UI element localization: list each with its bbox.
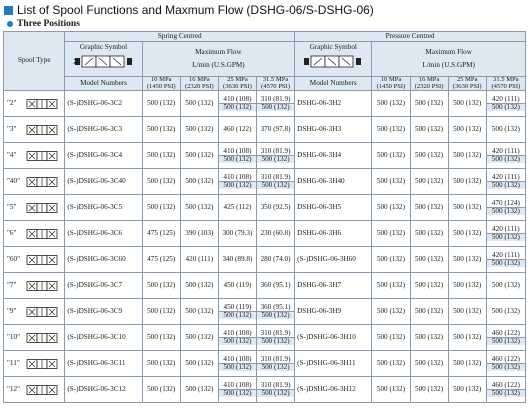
table-row — [4, 117, 526, 143]
pressure-valve-symbol-icon — [301, 53, 365, 71]
flow-value-low: 500 (132) — [219, 311, 256, 319]
model-number-cell: (S-)DSHG-06-3C4 — [65, 143, 142, 169]
spool-type — [7, 98, 64, 110]
flow-cell: 500 (132) — [180, 195, 218, 221]
spool-type — [7, 124, 64, 136]
model-number-cell: DSHG-06-3H5 — [295, 195, 372, 221]
flow-cell: 500 (132) — [448, 117, 486, 143]
flow-split — [219, 304, 256, 319]
flow-cell: 500 (132) — [142, 325, 180, 351]
flow-value-low: 500 (132) — [487, 155, 525, 163]
spool-type-cell — [4, 325, 65, 351]
flow-split — [487, 226, 525, 241]
flow-value-high: 310 (81.9) — [260, 354, 291, 363]
flow-cell — [218, 377, 256, 403]
flow-value-high: 460 (122) — [491, 328, 520, 337]
flow-cell: 370 (97.8) — [256, 117, 294, 143]
title-square-icon — [4, 6, 13, 15]
pressure-header: 16 MPa (2320 PSI) — [410, 77, 448, 91]
table-row — [4, 143, 526, 169]
spool-type-cell — [4, 247, 65, 273]
flow-value-low: 500 (132) — [219, 389, 256, 397]
flow-cell: 500 (132) — [142, 377, 180, 403]
flow-value-low: 500 (132) — [219, 363, 256, 371]
pressure-header: 10 MPa (1450 PSI) — [142, 77, 180, 91]
flow-cell: 500 (132) — [448, 91, 486, 117]
spool-type-cell — [4, 91, 65, 117]
flow-value-low: 500 (132) — [219, 181, 256, 189]
flow-split — [257, 174, 294, 189]
flow-value-high: 420 (111) — [492, 172, 520, 181]
flow-value-high: 310 (81.9) — [260, 328, 291, 337]
model-numbers-header-left: Model Numbers — [65, 77, 142, 91]
model-number-cell: (S-)DSHG-06-3H10 — [295, 325, 372, 351]
spool-type-cell — [4, 143, 65, 169]
max-flow-header-left: Maximum Flow L/min (U.S.GPM) — [142, 42, 294, 77]
flow-cell: 500 (132) — [142, 351, 180, 377]
flow-cell: 500 (132) — [486, 117, 525, 143]
flow-cell: 500 (132) — [180, 169, 218, 195]
flow-cell — [486, 195, 525, 221]
flow-value-high: 410 (108) — [223, 146, 252, 155]
flow-value-low: 500 (132) — [257, 181, 294, 189]
flow-split — [487, 200, 525, 215]
flow-value-high: 460 (122) — [491, 354, 520, 363]
table-row — [4, 91, 526, 117]
flow-value-high: 470 (124) — [491, 198, 520, 207]
model-number-cell: (S-)DSHG-06-3C40 — [65, 169, 142, 195]
flow-split — [487, 382, 525, 397]
model-number-cell: (S-)DSHG-06-3C12 — [65, 377, 142, 403]
flow-cell — [256, 299, 294, 325]
flow-value-high: 310 (81.9) — [260, 380, 291, 389]
flow-cell — [218, 351, 256, 377]
flow-cell: 500 (132) — [142, 195, 180, 221]
spool-label: "5" — [7, 203, 17, 212]
flow-cell: 500 (132) — [448, 325, 486, 351]
flow-cell: 500 (132) — [142, 91, 180, 117]
flow-cell: 500 (132) — [448, 377, 486, 403]
flow-cell: 500 (132) — [410, 143, 448, 169]
flow-cell: 500 (132) — [142, 117, 180, 143]
spool-symbol-icon — [25, 384, 59, 396]
flow-cell: 500 (132) — [180, 325, 218, 351]
spool-label: "10" — [7, 333, 21, 342]
flow-value-high: 310 (81.9) — [260, 94, 291, 103]
flow-cell — [486, 247, 525, 273]
flow-cell — [218, 169, 256, 195]
flow-cell: 500 (132) — [410, 377, 448, 403]
table-body — [4, 91, 526, 403]
flow-split — [219, 356, 256, 371]
flow-cell: 360 (95.1) — [256, 273, 294, 299]
spool-symbol-icon — [25, 306, 59, 318]
spool-type-cell — [4, 273, 65, 299]
flow-cell: 500 (132) — [142, 143, 180, 169]
table-row — [4, 377, 526, 403]
flow-cell: 300 (79.3) — [218, 221, 256, 247]
model-number-cell: (S-)DSHG-06-3C11 — [65, 351, 142, 377]
spool-type-cell — [4, 299, 65, 325]
flow-cell: 500 (132) — [448, 143, 486, 169]
model-number-cell: (S-)DSHG-06-3C7 — [65, 273, 142, 299]
flow-value-high: 310 (81.9) — [260, 172, 291, 181]
spool-type — [7, 228, 64, 240]
spool-symbol-icon — [25, 202, 59, 214]
flow-cell — [486, 169, 525, 195]
spool-function-table — [3, 31, 526, 403]
flow-value-low: 500 (132) — [487, 181, 525, 189]
section-subtitle — [7, 18, 80, 30]
flow-value-high: 460 (122) — [491, 380, 520, 389]
page-title — [4, 2, 374, 18]
flow-value-low: 500 (132) — [219, 155, 256, 163]
spool-label: "7" — [7, 281, 17, 290]
flow-split — [257, 304, 294, 319]
table-row — [4, 273, 526, 299]
spool-label: "11" — [7, 359, 20, 368]
spool-type — [7, 254, 64, 266]
flow-cell: 475 (125) — [142, 221, 180, 247]
spool-type — [7, 280, 64, 292]
flow-split — [257, 356, 294, 371]
spool-symbol-icon — [25, 150, 59, 162]
flow-cell: 500 (132) — [180, 273, 218, 299]
flow-cell: 500 (132) — [372, 377, 410, 403]
pressure-header: 25 MPa (3630 PSI) — [448, 77, 486, 91]
flow-value-low: 500 (132) — [487, 363, 525, 371]
spool-type-header: Spool Type — [4, 32, 65, 91]
model-number-cell: DSHG-06-3H40 — [295, 169, 372, 195]
spool-label: "9" — [7, 307, 17, 316]
max-flow-header-right: Maximum Flow L/min (U.S.GPM) — [372, 42, 526, 77]
flow-cell: 500 (132) — [180, 143, 218, 169]
pressure-header: 31.5 MPa (4570 PSI) — [486, 77, 525, 91]
flow-cell: 500 (132) — [142, 273, 180, 299]
spool-symbol-icon — [25, 254, 59, 266]
spool-type — [7, 358, 64, 370]
pressure-header: 10 MPa (1450 PSI) — [372, 77, 410, 91]
table-row — [4, 195, 526, 221]
model-number-cell: DSHG-06-3H6 — [295, 221, 372, 247]
flow-cell: 500 (132) — [486, 299, 525, 325]
spool-label: "60" — [7, 255, 21, 264]
flow-split — [219, 96, 256, 111]
flow-cell: 500 (132) — [142, 299, 180, 325]
flow-split — [219, 148, 256, 163]
model-number-cell: DSHG-06-3H3 — [295, 117, 372, 143]
flow-split — [219, 382, 256, 397]
flow-cell: 500 (132) — [486, 273, 525, 299]
flow-cell: 500 (132) — [410, 221, 448, 247]
flow-value-low: 500 (132) — [487, 103, 525, 111]
flow-value-low: 500 (132) — [487, 337, 525, 345]
flow-cell — [218, 325, 256, 351]
flow-split — [487, 330, 525, 345]
flow-cell: 500 (132) — [372, 91, 410, 117]
model-number-cell: (S-)DSHG-06-3H12 — [295, 377, 372, 403]
flow-cell: 500 (132) — [372, 351, 410, 377]
table-row — [4, 351, 526, 377]
model-number-cell: (S-)DSHG-06-3C5 — [65, 195, 142, 221]
flow-value-low: 500 (132) — [219, 103, 256, 111]
flow-cell: 500 (132) — [180, 299, 218, 325]
flow-cell: 425 (112) — [218, 195, 256, 221]
flow-value-low: 500 (132) — [487, 207, 525, 215]
model-number-cell: (S-)DSHG-06-3C3 — [65, 117, 142, 143]
flow-split — [487, 174, 525, 189]
spool-label: "4" — [7, 151, 17, 160]
flow-value-high: 310 (81.9) — [260, 146, 291, 155]
flow-cell — [218, 91, 256, 117]
flow-cell: 500 (132) — [372, 143, 410, 169]
spool-label: "2" — [7, 99, 17, 108]
pressure-header: 25 MPa (3630 PSI) — [218, 77, 256, 91]
model-number-cell: (S-)DSHG-06-3C10 — [65, 325, 142, 351]
flow-cell: 390 (103) — [180, 221, 218, 247]
flow-value-low: 500 (132) — [257, 103, 294, 111]
flow-cell: 500 (132) — [410, 169, 448, 195]
spring-valve-symbol-icon — [72, 53, 136, 71]
flow-cell: 500 (132) — [448, 273, 486, 299]
spool-symbol-icon — [25, 228, 59, 240]
flow-cell — [486, 351, 525, 377]
flow-value-low: 500 (132) — [257, 389, 294, 397]
flow-value-high: 410 (108) — [223, 328, 252, 337]
spool-label: "6" — [7, 229, 17, 238]
flow-cell — [256, 91, 294, 117]
flow-value-low: 500 (132) — [487, 259, 525, 267]
subtitle-text: Three Positions — [17, 19, 80, 29]
flow-cell — [256, 169, 294, 195]
flow-split — [487, 356, 525, 371]
flow-cell: 500 (132) — [448, 351, 486, 377]
spool-type-cell — [4, 221, 65, 247]
table-row — [4, 247, 526, 273]
table-row — [4, 299, 526, 325]
flow-split — [257, 382, 294, 397]
flow-value-low: 500 (132) — [257, 363, 294, 371]
flow-value-high: 360 (95.1) — [260, 302, 291, 311]
flow-cell: 500 (132) — [448, 299, 486, 325]
spring-centred-header: Spring Centred — [65, 32, 295, 42]
flow-cell: 500 (132) — [410, 247, 448, 273]
flow-cell: 280 (74.0) — [256, 247, 294, 273]
flow-cell: 500 (132) — [410, 273, 448, 299]
flow-value-low: 500 (132) — [257, 337, 294, 345]
flow-split — [257, 330, 294, 345]
flow-cell: 500 (132) — [410, 299, 448, 325]
flow-value-high: 410 (108) — [223, 172, 252, 181]
flow-cell: 460 (122) — [218, 117, 256, 143]
spool-type-cell — [4, 117, 65, 143]
flow-value-low: 500 (132) — [257, 311, 294, 319]
flow-cell: 500 (132) — [372, 325, 410, 351]
model-number-cell: DSHG-06-3H2 — [295, 91, 372, 117]
flow-split — [487, 96, 525, 111]
flow-cell — [486, 325, 525, 351]
title-text: List of Spool Functions and Maxmum Flow (DSHG-06/S-DSHG-06) — [17, 3, 374, 17]
model-number-cell: (S-)DSHG-06-3C9 — [65, 299, 142, 325]
graphic-symbol-cell-left: Graphic Symbol — [65, 42, 142, 77]
flow-value-high: 420 (111) — [492, 250, 520, 259]
flow-cell: 500 (132) — [180, 91, 218, 117]
flow-value-low: 500 (132) — [219, 337, 256, 345]
spool-type — [7, 384, 64, 396]
flow-value-low: 500 (132) — [487, 233, 525, 241]
model-number-cell: (S-)DSHG-06-3H60 — [295, 247, 372, 273]
spool-type — [7, 332, 64, 344]
flow-cell: 500 (132) — [410, 351, 448, 377]
spool-label: "3" — [7, 125, 17, 134]
flow-cell: 420 (111) — [180, 247, 218, 273]
flow-split — [487, 148, 525, 163]
flow-value-low: 500 (132) — [487, 389, 525, 397]
flow-value-high: 410 (108) — [223, 354, 252, 363]
flow-cell — [486, 91, 525, 117]
flow-cell — [256, 351, 294, 377]
spool-type-cell — [4, 351, 65, 377]
flow-cell: 500 (132) — [180, 377, 218, 403]
spool-symbol-icon — [25, 280, 59, 292]
flow-cell: 500 (132) — [372, 169, 410, 195]
flow-cell: 500 (132) — [180, 117, 218, 143]
flow-value-low: 500 (132) — [257, 155, 294, 163]
flow-cell: 475 (125) — [142, 247, 180, 273]
flow-cell — [218, 143, 256, 169]
flow-cell — [486, 143, 525, 169]
flow-cell — [256, 143, 294, 169]
flow-split — [219, 174, 256, 189]
table-row — [4, 221, 526, 247]
flow-cell: 500 (132) — [372, 299, 410, 325]
spool-label: "40" — [7, 177, 21, 186]
flow-cell: 500 (132) — [410, 325, 448, 351]
flow-cell: 500 (132) — [142, 169, 180, 195]
flow-cell: 500 (132) — [180, 351, 218, 377]
spool-symbol-icon — [25, 98, 59, 110]
flow-cell: 230 (60.8) — [256, 221, 294, 247]
flow-split — [257, 148, 294, 163]
flow-value-high: 410 (108) — [223, 94, 252, 103]
flow-cell: 500 (132) — [448, 247, 486, 273]
spool-type-cell — [4, 377, 65, 403]
flow-cell: 500 (132) — [410, 91, 448, 117]
graphic-symbol-cell-right: Graphic Symbol — [295, 42, 372, 77]
flow-cell: 500 (132) — [372, 247, 410, 273]
spool-type — [7, 150, 64, 162]
flow-cell — [486, 377, 525, 403]
flow-split — [257, 96, 294, 111]
model-number-cell: DSHG-06-3H7 — [295, 273, 372, 299]
pressure-centred-header: Pressure Centred — [295, 32, 526, 42]
pressure-header: 16 MPa (2320 PSI) — [180, 77, 218, 91]
flow-value-high: 420 (111) — [492, 146, 520, 155]
flow-cell: 500 (132) — [372, 195, 410, 221]
flow-cell — [256, 377, 294, 403]
spool-symbol-icon — [25, 176, 59, 188]
flow-cell: 450 (119) — [218, 273, 256, 299]
flow-cell — [218, 299, 256, 325]
spool-symbol-icon — [25, 358, 59, 370]
model-number-cell: (S-)DSHG-06-3H11 — [295, 351, 372, 377]
flow-cell: 500 (132) — [448, 195, 486, 221]
flow-value-high: 410 (108) — [223, 380, 252, 389]
flow-cell: 500 (132) — [448, 221, 486, 247]
flow-cell: 500 (132) — [448, 169, 486, 195]
table-row — [4, 169, 526, 195]
flow-cell: 500 (132) — [372, 117, 410, 143]
flow-cell — [256, 325, 294, 351]
spool-symbol-icon — [25, 124, 59, 136]
flow-cell: 500 (132) — [372, 273, 410, 299]
spool-symbol-icon — [25, 332, 59, 344]
flow-cell: 350 (92.5) — [256, 195, 294, 221]
flow-cell — [486, 221, 525, 247]
table-row — [4, 325, 526, 351]
flow-cell: 340 (89.8) — [218, 247, 256, 273]
spool-type — [7, 306, 64, 318]
bullet-dot-icon — [7, 21, 13, 27]
spool-type — [7, 202, 64, 214]
flow-cell: 500 (132) — [410, 117, 448, 143]
flow-value-high: 450 (119) — [223, 302, 252, 311]
model-number-cell: (S-)DSHG-06-3C60 — [65, 247, 142, 273]
flow-cell: 500 (132) — [372, 221, 410, 247]
pressure-header: 31.5 MPa (4570 PSI) — [256, 77, 294, 91]
spool-label: "12" — [7, 385, 21, 394]
spool-type-cell — [4, 169, 65, 195]
flow-split — [487, 252, 525, 267]
model-number-cell: DSHG-06-3H9 — [295, 299, 372, 325]
model-number-cell: DSHG-06-3H4 — [295, 143, 372, 169]
flow-cell: 500 (132) — [410, 195, 448, 221]
flow-value-high: 420 (111) — [492, 224, 520, 233]
flow-value-high: 420 (111) — [492, 94, 520, 103]
flow-split — [219, 330, 256, 345]
model-number-cell: (S-)DSHG-06-3C6 — [65, 221, 142, 247]
model-numbers-header-right: Model Numbers — [295, 77, 372, 91]
spool-type-cell — [4, 195, 65, 221]
spool-type — [7, 176, 64, 188]
model-number-cell: (S-)DSHG-06-3C2 — [65, 91, 142, 117]
